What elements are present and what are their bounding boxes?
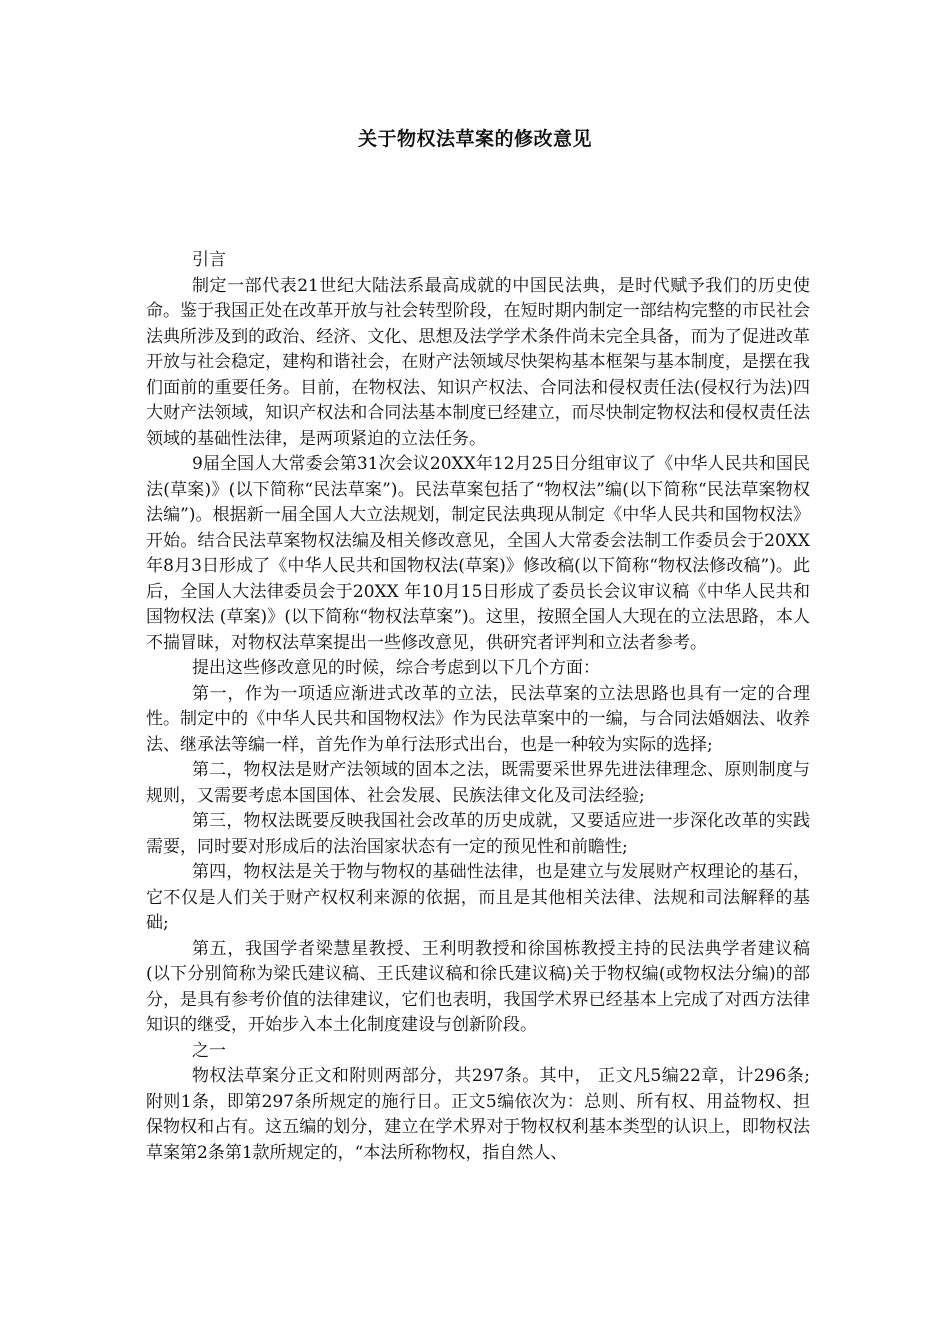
paragraph: 物权法草案分正文和附则两部分，共297条。其中， 正文凡5编22章，计296条;附则1条，即第297条所规定的施行日。正文5编依次为：总则、所有权、用益物权、担保物权和占有。这五编的划分，建立在学术界对于物权权利基本类型的认识上，即物权法草案第2条第1款所规定的，“本法所称物权，指自然人、	[146, 1066, 810, 1163]
document-body	[146, 248, 810, 1166]
document-title: 关于物权法草案的修改意见	[357, 128, 592, 150]
paragraph: 9届全国人大常委会第31次会议20XX年12月25日分组审议了《中华人民共和国民法(草案)》(以下简称“民法草案”)。民法草案包括了“物权法”编(以下简称“民法草案物权法编”)。根据新一届全国人大立法规划，制定民法典现从制定《中华人民共和国物权法》开始。结合民法草案物权法编及相关修改意见，全国人大常委会法制工作委员会于20XX年8月3日形成了《中华人民共和国物权法(草案)》修改稿(以下简称“物权法修改稿”)。此后，全国人大法律委员会于20XX 年10月15日形成了委员长会议审议稿《中华人民共和国物权法 (草案)》(以下简称“物权法草案”)。这里，按照全国人大现在的立法思路，本人不揣冒昧，对物权法草案提出一些修改意见，供研究者评判和立法者参考。	[146, 454, 810, 653]
paragraph: 第四，物权法是关于物与物权的基础性法律，也是建立与发展财产权理论的基石，它不仅是人们关于财产权权利来源的依据，而且是其他相关法律、法规和司法解释的基础;	[146, 862, 810, 933]
paragraph: 第三，物权法既要反映我国社会改革的历史成就，又要适应进一步深化改革的实践需要，同时要对形成后的法治国家状态有一定的预见性和前瞻性;	[146, 811, 810, 857]
paragraph: 第二，物权法是财产法领域的固本之法，既需要采世界先进法律理念、原则制度与规则，又需要考虑本国国体、社会发展、民族法律文化及司法经验;	[146, 760, 810, 806]
paragraph-intro-heading: 引言	[192, 250, 226, 270]
paragraph: 第五，我国学者梁慧星教授、王利明教授和徐国栋教授主持的民法典学者建议稿(以下分别简称为梁氏建议稿、王氏建议稿和徐氏建议稿)关于物权编(或物权法分编)的部分，是具有参考价值的法律建议，它们也表明，我国学术界已经基本上完成了对西方法律知识的继受，开始步入本土化制度建设与创新阶段。	[146, 938, 810, 1035]
paragraph: 提出这些修改意见的时候，综合考虑到以下几个方面：	[192, 658, 600, 678]
section-heading: 之一	[192, 1040, 226, 1061]
paragraph: 第一，作为一项适应渐进式改革的立法，民法草案的立法思路也具有一定的合理性。制定中的《中华人民共和国物权法》作为民法草案中的一编，与合同法婚姻法、收养法、继承法等编一样，首先作为单行法形式出台，也是一种较为实际的选择;	[146, 683, 810, 755]
paragraph: 制定一部代表21世纪大陆法系最高成就的中国民法典，是时代赋予我们的历史使命。鉴于我国正处在改革开放与社会转型阶段，在短时期内制定一部结构完整的市民社会法典所涉及到的政治、经济、文化、思想及法学学术条件尚未完全具备，而为了促进改革开放与社会稳定，建构和谐社会，在财产法领域尽快架构基本框架与基本制度，是摆在我们面前的重要任务。目前，在物权法、知识产权法、合同法和侵权责任法(侵权行为法)四大财产法领域，知识产权法和合同法基本制度已经建立，而尽快制定物权法和侵权责任法领域的基础性法律，是两项紧迫的立法任务。	[146, 275, 810, 449]
